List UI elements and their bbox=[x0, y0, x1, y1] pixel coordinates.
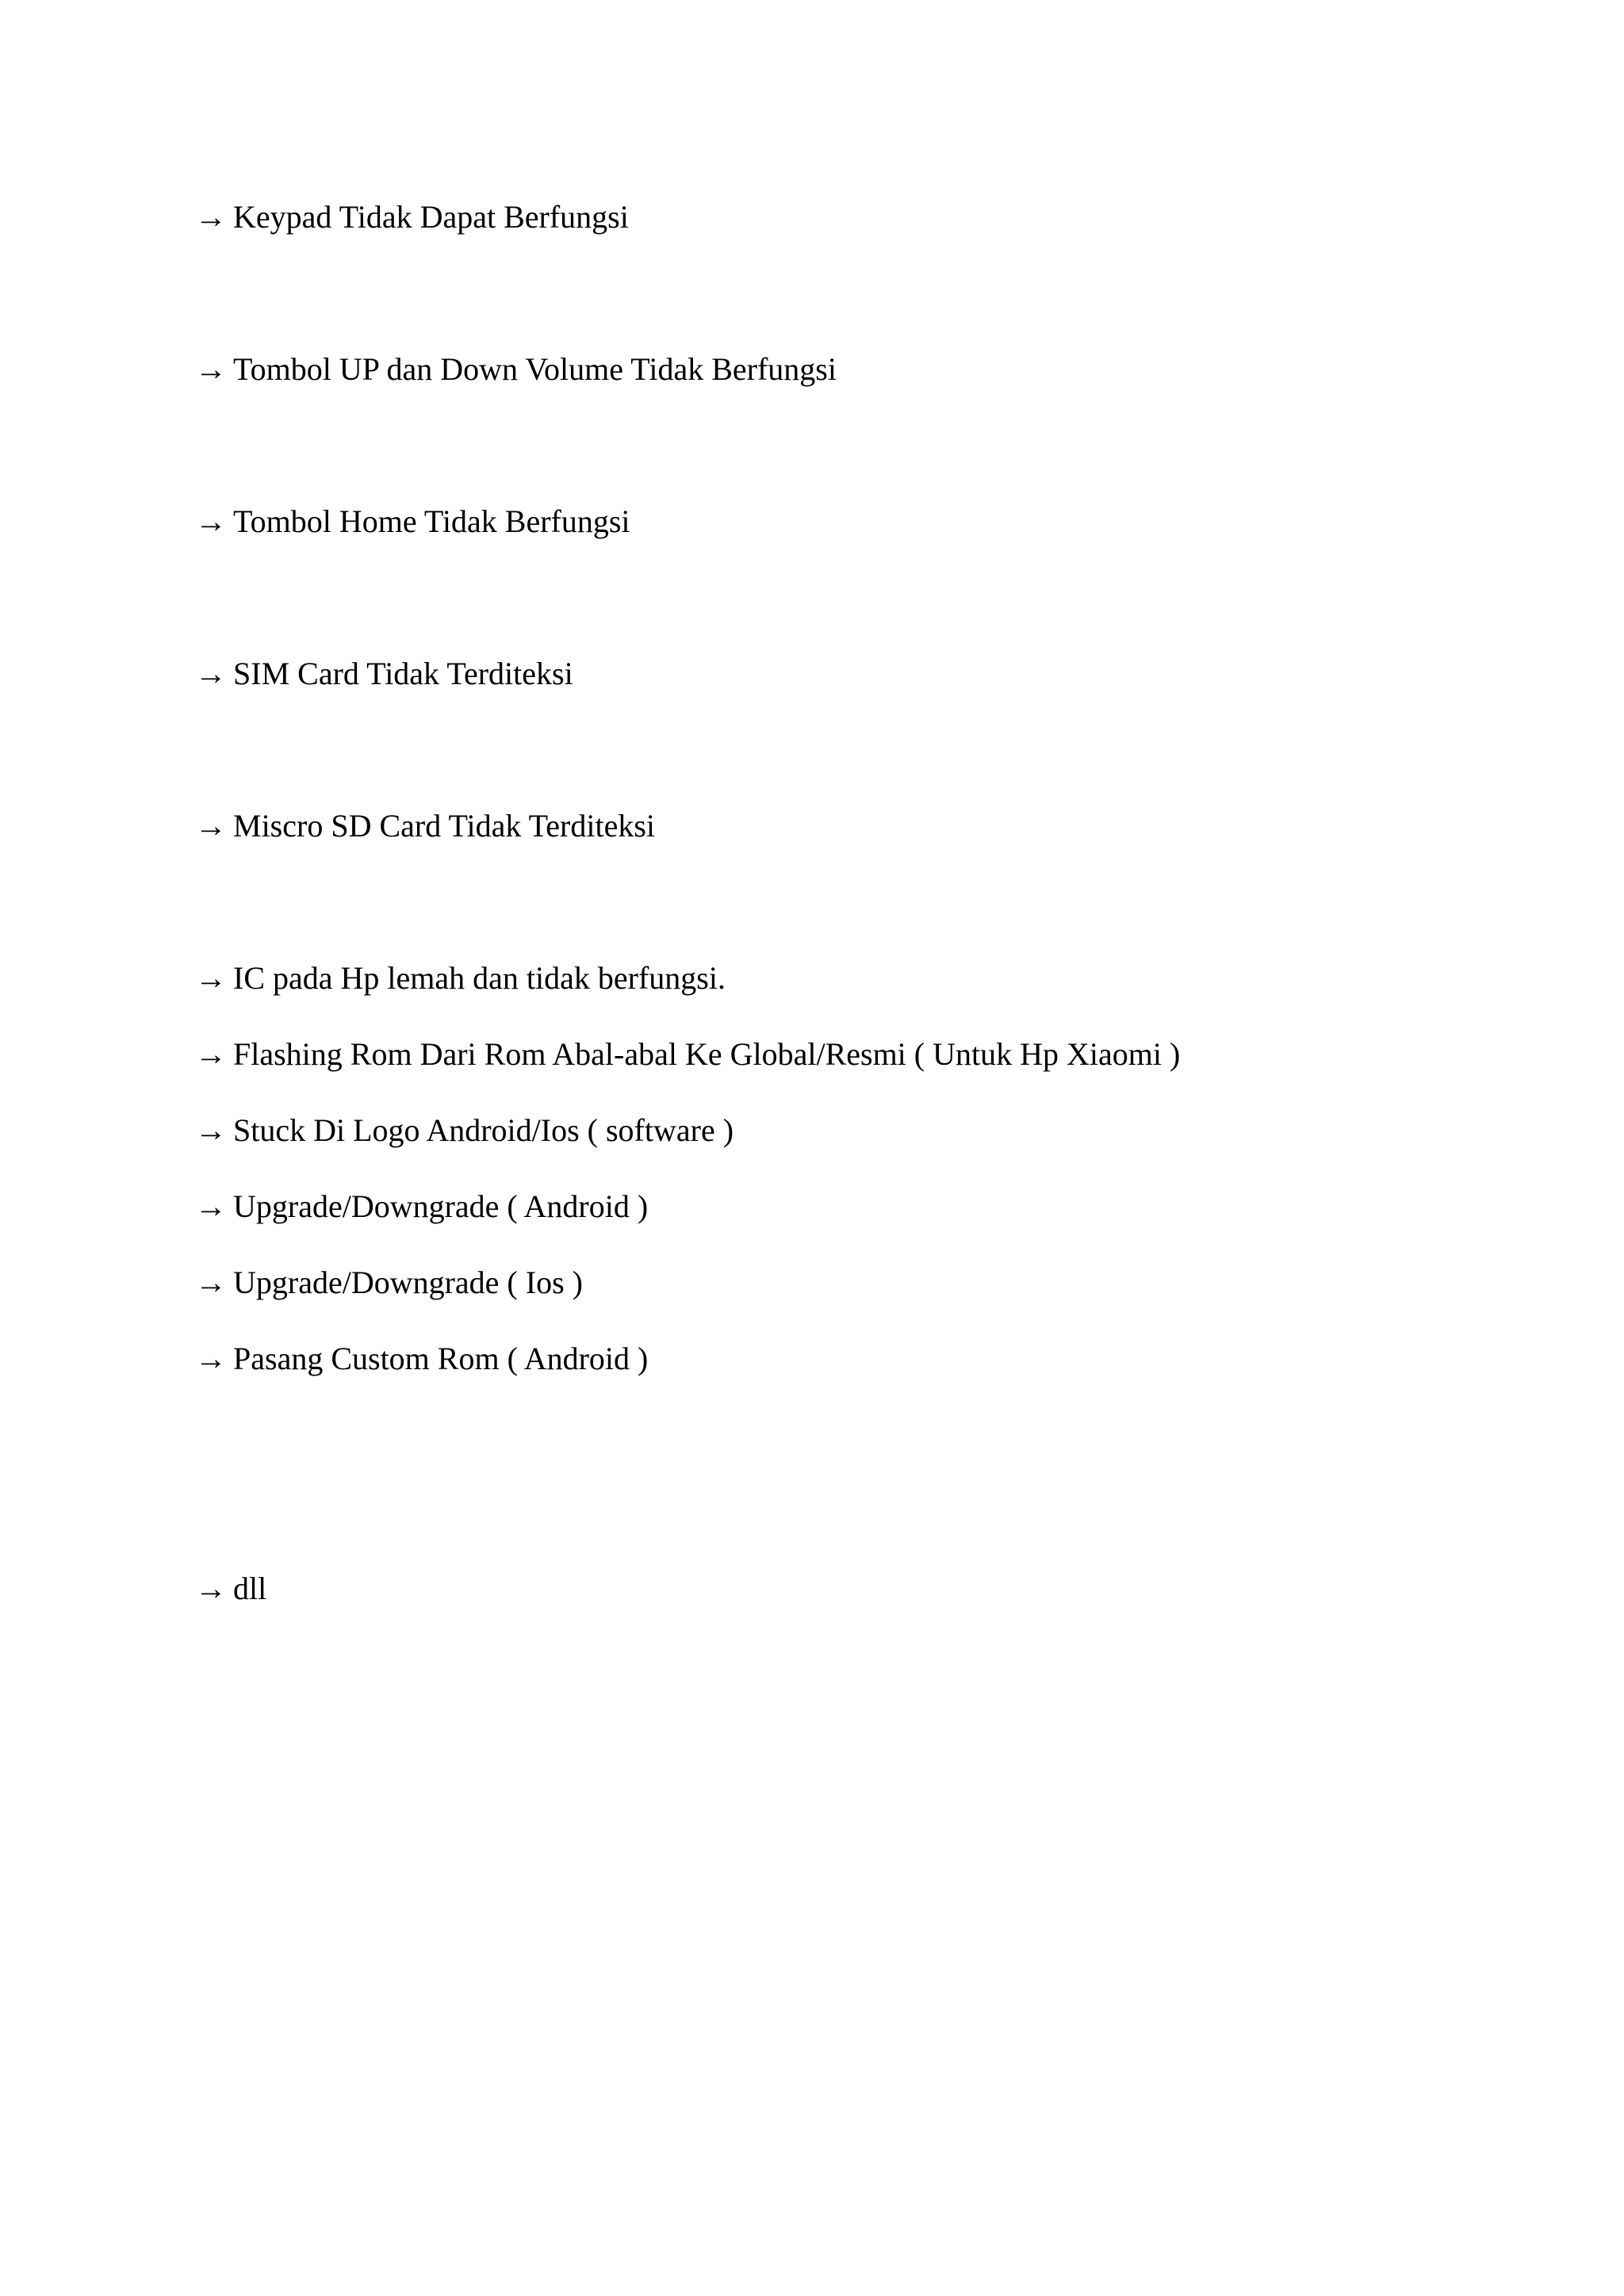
arrow-right-icon: → bbox=[195, 656, 227, 691]
list-item bbox=[195, 350, 837, 388]
list-item-text: Miscro SD Card Tidak Terditeksi bbox=[233, 808, 656, 844]
list-item-text: Upgrade/Downgrade ( Android ) bbox=[233, 1188, 649, 1224]
list-item-text: dll bbox=[233, 1571, 267, 1606]
arrow-right-icon: → bbox=[195, 808, 227, 844]
list-item-text: Flashing Rom Dari Rom Abal-abal Ke Global/Resmi ( Untuk Hp Xiaomi ) bbox=[233, 1036, 1181, 1072]
list-item bbox=[195, 1188, 648, 1226]
list-item bbox=[195, 1570, 266, 1608]
list-item bbox=[195, 198, 629, 236]
arrow-right-icon: → bbox=[195, 1265, 227, 1300]
arrow-right-icon: → bbox=[195, 1188, 227, 1224]
list-item bbox=[195, 807, 655, 845]
arrow-right-icon: → bbox=[195, 1036, 227, 1072]
list-item-text: Tombol Home Tidak Berfungsi bbox=[233, 503, 630, 539]
arrow-right-icon: → bbox=[195, 1112, 227, 1148]
list-item-text: Tombol UP dan Down Volume Tidak Berfungsi bbox=[233, 351, 837, 387]
list-item bbox=[195, 1035, 1180, 1073]
arrow-right-icon: → bbox=[195, 351, 227, 387]
arrow-right-icon: → bbox=[195, 199, 227, 235]
list-item-text: Pasang Custom Rom ( Android ) bbox=[233, 1341, 649, 1376]
arrow-right-icon: → bbox=[195, 1571, 227, 1606]
list-item bbox=[195, 503, 630, 541]
arrow-right-icon: → bbox=[195, 960, 227, 996]
list-item-text: Upgrade/Downgrade ( Ios ) bbox=[233, 1265, 583, 1300]
list-item bbox=[195, 1340, 648, 1378]
list-item bbox=[195, 959, 726, 997]
list-item-text: Stuck Di Logo Android/Ios ( software ) bbox=[233, 1112, 734, 1148]
list-item-text: IC pada Hp lemah dan tidak berfungsi. bbox=[233, 960, 726, 996]
arrow-right-icon: → bbox=[195, 1341, 227, 1376]
list-item-text: SIM Card Tidak Terditeksi bbox=[233, 656, 573, 691]
list-item bbox=[195, 1112, 733, 1150]
arrow-right-icon: → bbox=[195, 503, 227, 539]
list-item-text: Keypad Tidak Dapat Berfungsi bbox=[233, 199, 629, 235]
list-item bbox=[195, 1264, 583, 1302]
list-item bbox=[195, 655, 573, 693]
